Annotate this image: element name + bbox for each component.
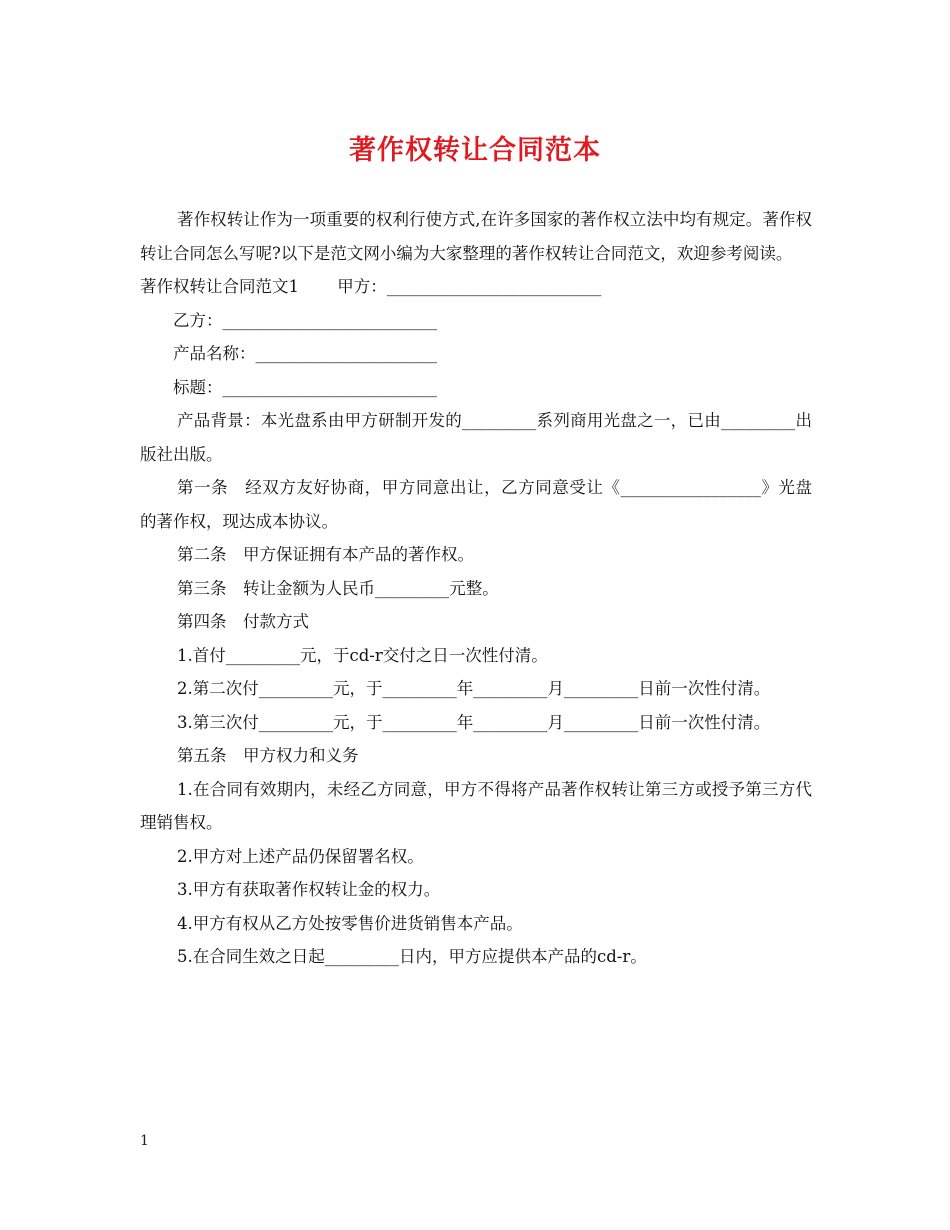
payment-item-2: 2.第二次付_________元，于_________年_________月_________日前一次性付清。 bbox=[177, 679, 771, 698]
party-a-right-4: 4.甲方有权从乙方处按零售价进货销售本产品。 bbox=[177, 913, 523, 933]
contract-heading-line: 著作权转让合同范文1 甲方：__________________________ bbox=[140, 277, 602, 296]
article-3: 第三条 转让金额为人民币_________元整。 bbox=[177, 578, 499, 598]
party-b-line: 乙方：__________________________ bbox=[140, 310, 437, 330]
page-number: 1 bbox=[140, 1133, 149, 1149]
article-4: 第四条 付款方式 bbox=[177, 612, 309, 631]
product-name-line: 产品名称：______________________ bbox=[140, 344, 437, 363]
payment-item-3: 3.第三次付_________元，于_________年_________月_________日前一次性付清。 bbox=[177, 712, 771, 732]
document-body bbox=[140, 203, 812, 974]
party-a-right-2: 2.甲方对上述产品仍保留署名权。 bbox=[177, 846, 424, 866]
article-2: 第二条 甲方保证拥有本产品的著作权。 bbox=[177, 545, 474, 564]
document-title: 著作权转让合同范本 bbox=[349, 135, 601, 166]
article-5: 第五条 甲方权力和义务 bbox=[177, 746, 359, 765]
party-a-right-5: 5.在合同生效之日起_________日内，甲方应提供本产品的cd-r。 bbox=[177, 947, 647, 966]
paragraph-background: 产品背景：本光盘系由甲方研制开发的_________系列商用光盘之一，已由_________出版社出版。 bbox=[140, 411, 812, 464]
party-a-right-3: 3.甲方有获取著作权转让金的权力。 bbox=[177, 880, 441, 899]
party-a-right-1: 1.在合同有效期内，未经乙方同意，甲方不得将产品著作权转让第三方或授予第三方代理销售权。 bbox=[140, 779, 812, 832]
article-1: 第一条 经双方友好协商，甲方同意出让，乙方同意受让《_________________》光盘的著作权，现达成本协议。 bbox=[140, 478, 812, 531]
subject-line: 标题：__________________________ bbox=[140, 377, 437, 397]
intro-paragraph: 著作权转让作为一项重要的权利行使方式,在许多国家的著作权立法中均有规定。著作权转让合同怎么写呢?以下是范文网小编为大家整理的著作权转让合同范文，欢迎参考阅读。 bbox=[140, 210, 812, 263]
payment-item-1: 1.首付_________元，于cd-r交付之日一次性付清。 bbox=[177, 645, 548, 665]
